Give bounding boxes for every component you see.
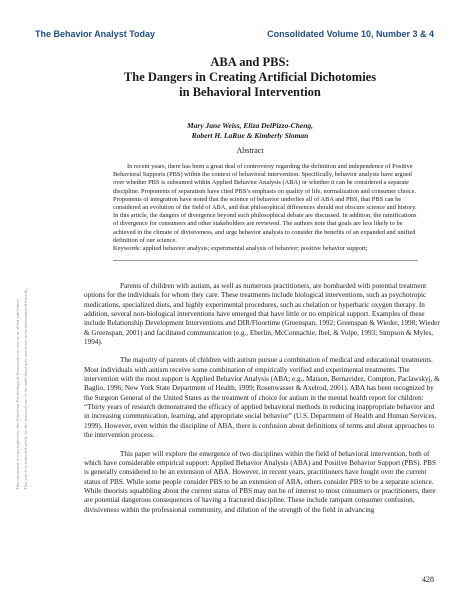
body-paragraph-3: This paper will explore the emergence of two disciplines within the field of behavioral intervention, both of which have considerable empirical support: Applied Behavior Analysis (ABA) and Positive Behavior Support (PBS). PBS is generally considered to be an extension of ABA. However, in recent years, practitioners have fought over the current status of PBS. While some people consider PBS to be an extension of ABA, others consider PBS to be a separate science. While theorists squabbling about the current status of PBS may not be of interest to most consumers or practitioners, there are potential dangerous consequences of having a fractured discipline. These include rampant consumer confusion, divisiveness within the professional community, and dilution of the strength of the field in advancing [84, 449, 436, 514]
copyright-sidebar [2, 150, 26, 490]
copyright-line-1: This document is copyrighted by the American Psychological Association or one of its allied publishers. [15, 298, 20, 490]
abstract-divider [113, 260, 418, 261]
volume-info: Consolidated Volume 10, Number 3 & 4 [267, 29, 434, 39]
keywords: Keywords: applied behavior analysis; experimental analysis of behavior; positive behavior support; [113, 245, 368, 253]
authors-line-1: Mary Jane Weiss, Eliza DelPizzo-Cheng, [187, 121, 313, 130]
journal-name: The Behavior Analyst Today [35, 29, 156, 39]
abstract-text: In recent years, there has been a great deal of controversy regarding the definition and independence of Positive Behavioral Supports (PBS) within the context of behavioral intervention. Specifically, behavior analysts have argued over whether PBS is subsumed within Applied Behavior Analysis (ABA) or whether it can be considered a separate discipline. Proponents of separatism have cited PBS’s emphasis on quality of life, normalization and consumer choice. Proponents of integration have noted that the science of behavior underlies all of ABA and PBS, that PBS can be considered an evolution of the field of ABA, and that philosophical differences should not obscure science and history. In this article, the dangers of divergence beyond such philosophical debate are discussed. In addition, the ramifications of divergence for consumers and other stakeholders are reviewed. The authors note that goals are less likely to be achieved in the climate of divisiveness, and urge behavior analysts to consider the benefits of an expanded and unified definition of our science. [113, 163, 417, 244]
abstract-heading: Abstract [236, 146, 264, 155]
authors-line-2: Robert H. LaRue & Kimberly Sloman [191, 131, 309, 140]
running-header [0, 0, 474, 58]
copyright-notice [14, 288, 30, 490]
body-paragraph-1: Parents of children with autism, as well as numerous practitioners, are bombarded with potential treatment options for the individuals for whom they care. These treatments include biological interventions, such as psychotropic medications, specialized diets, and highly experimental procedures, such as chelation or hyperbaric oxygen therapy. In addition, several non-biological interventions have emerged that have little or no empirical support. Examples of these include Relationship Development Interventions and DIR/Floortime (Greenspan, 1992; Greenspan & Wieder, 1998; Wieder & Greenspan, 2001) and facilitated communication (e.g., Eberlin, McConnachie, Ibel, & Volpe, 1993; Simpson & Myles, 1994). [84, 282, 440, 347]
author-list [60, 121, 440, 141]
article-title-line-2: The Dangers in Creating Artificial Dichotomies [123, 70, 377, 84]
copyright-line-2: This article is intended solely for the personal use of the individual user and is not to be disseminated broadly. [23, 287, 28, 490]
article-title-line-3: in Behavioral Intervention [179, 85, 321, 99]
article-body [84, 282, 440, 524]
body-paragraph-2: The majority of parents of children with autism pursue a combination of medical and educational treatments. Most individuals with autism receive some combination of empirically verified and experimental treatments. The intervention with the most support is Applied Behavior Analysis (ABA; e.g., Matson, Bernavidez, Compton, Paclawskyj, & Baglio, 1996; New York State Department of Health, 1999; Rosenwasser & Axelrod, 2001). ABA has been recognized by the Surgeon General of the United States as the treatment of choice for autism in the mental health report for children: “Thirty years of research demonstrated the efficacy of applied behavioral methods in reducing inappropriate behavior and in increasing communication, learning, and appropriate social behavior” (U.S. Department of Health and Human Services, 1999). However, even within the discipline of ABA, there is confusion about definitions of terms and about approaches to the intervention process. [84, 356, 440, 440]
article-title-line-1: ABA and PBS: [210, 55, 290, 69]
abstract-block [113, 163, 418, 253]
page-number: 428 [422, 575, 434, 584]
